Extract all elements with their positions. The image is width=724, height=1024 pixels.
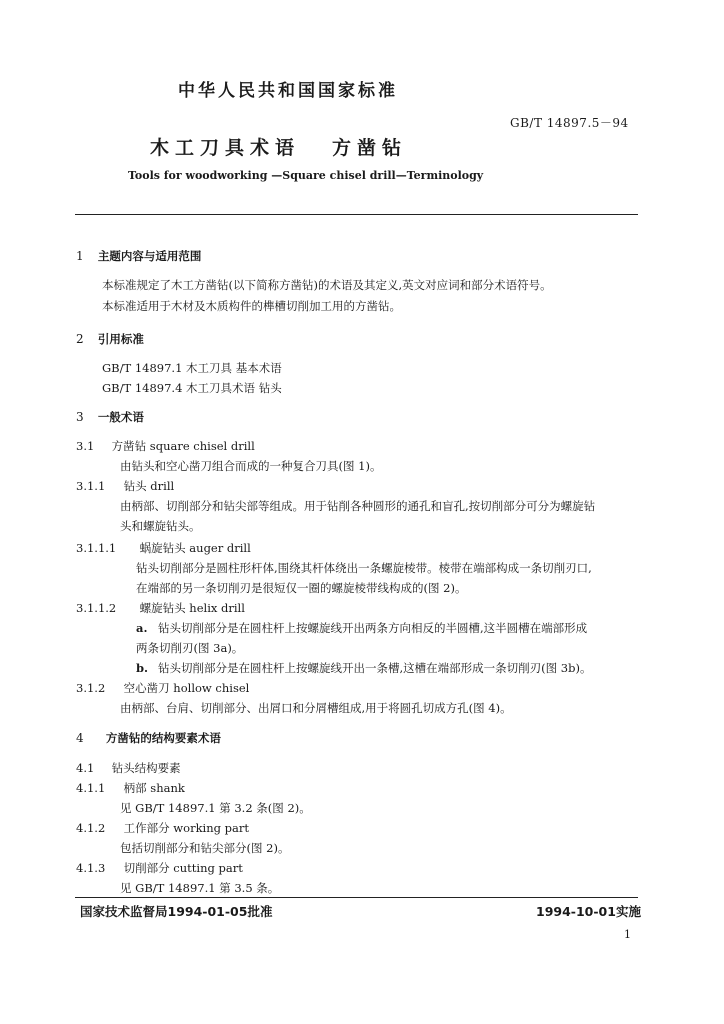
reference-item: GB/T 14897.4 木工刀具术语 钻头 — [102, 381, 282, 395]
term-definition: 见 GB/T 14897.1 第 3.2 条(图 2)。 — [120, 801, 311, 815]
term-number: 3.1.1.2 — [76, 601, 117, 615]
term-definition: 由柄部、切削部分和钻尖部等组成。用于钻削各种圆形的通孔和盲孔,按切削部分可分为螺旋钻 — [120, 499, 596, 513]
term-3-1 — [76, 438, 255, 454]
section-number: 4 — [76, 731, 84, 745]
term-4-1-3 — [76, 860, 243, 876]
term-number: 4.1.3 — [76, 861, 106, 875]
term-number: 3.1 — [76, 439, 95, 453]
term-definition: 包括切削部分和钻尖部分(图 2)。 — [120, 841, 290, 855]
national-standard-header: 中华人民共和国国家标准 — [178, 81, 398, 101]
footer-divider — [75, 897, 638, 898]
term-definition: 钻头切削部分是圆柱形杆体,围绕其杆体绕出一条螺旋棱带。棱带在端部构成一条切削刃口, — [136, 561, 592, 575]
section-1-paragraph: 本标准规定了木工方凿钻(以下简称方凿钻)的术语及其定义,英文对应词和部分术语符号。 — [102, 278, 552, 292]
term-4-1-1 — [76, 780, 185, 796]
section-3-heading — [76, 409, 144, 425]
title-zh-part1: 木工刀具术语 — [150, 137, 301, 159]
section-title: 主题内容与适用范围 — [97, 249, 202, 263]
term-definition: 由钻头和空心凿刀组合而成的一种复合刀具(图 1)。 — [120, 459, 382, 473]
list-item-b — [136, 660, 591, 676]
term-definition: 由柄部、台肩、切削部分、出屑口和分屑槽组成,用于将圆孔切成方孔(图 4)。 — [120, 701, 512, 715]
term-3-1-2 — [76, 680, 249, 696]
term-name: 钻头结构要素 — [111, 761, 181, 775]
term-name: 切削部分 cutting part — [123, 861, 243, 875]
reference-item: GB/T 14897.1 木工刀具 基本术语 — [102, 361, 282, 375]
term-4-1-2 — [76, 820, 249, 836]
page-number: 1 — [624, 928, 631, 941]
approval-date: 国家技术监督局1994-01-05批准 — [80, 904, 273, 919]
header-divider — [75, 214, 638, 215]
term-name: 柄部 shank — [123, 781, 185, 795]
section-1-paragraph: 本标准适用于木材及木质构件的榫槽切削加工用的方凿钻。 — [102, 299, 401, 313]
section-number: 1 — [76, 249, 84, 263]
section-4-heading — [76, 730, 221, 746]
list-label: b. — [136, 661, 149, 675]
section-title: 方凿钻的结构要素术语 — [105, 731, 221, 745]
section-number: 3 — [76, 410, 84, 424]
term-number: 4.1.1 — [76, 781, 106, 795]
list-label: a. — [136, 621, 148, 635]
section-title: 引用标准 — [97, 332, 144, 346]
term-name: 钻头 drill — [123, 479, 175, 493]
term-4-1 — [76, 760, 181, 776]
term-3-1-1-2 — [76, 600, 245, 616]
term-definition: 头和螺旋钻头。 — [120, 519, 201, 533]
term-name: 工作部分 working part — [123, 821, 249, 835]
term-name: 方凿钻 square chisel drill — [111, 439, 255, 453]
term-definition: 见 GB/T 14897.1 第 3.5 条。 — [120, 881, 280, 895]
list-text: 钻头切削部分是在圆柱杆上按螺旋线开出两条方向相反的半圆槽,这半圆槽在端部形成 — [158, 621, 588, 635]
document-title-zh — [150, 133, 407, 160]
term-number: 3.1.1.1 — [76, 541, 117, 555]
section-number: 2 — [76, 332, 84, 346]
term-number: 3.1.1 — [76, 479, 106, 493]
term-3-1-1 — [76, 478, 174, 494]
term-name: 螺旋钻头 helix drill — [139, 601, 245, 615]
term-number: 3.1.2 — [76, 681, 106, 695]
document-title-en: Tools for woodworking —Square chisel drill—Terminology — [128, 169, 484, 182]
list-item-a — [136, 620, 587, 636]
section-2-heading — [76, 331, 144, 347]
term-number: 4.1.2 — [76, 821, 106, 835]
standard-number: GB/T 14897.5－94 — [510, 116, 629, 130]
term-name: 蜗旋钻头 auger drill — [139, 541, 251, 555]
term-number: 4.1 — [76, 761, 95, 775]
term-3-1-1-1 — [76, 540, 251, 556]
list-text: 钻头切削部分是在圆柱杆上按螺旋线开出一条槽,这槽在端部形成一条切削刃(图 3b)。 — [158, 661, 592, 675]
effective-date: 1994-10-01实施 — [536, 904, 641, 919]
section-1-heading — [76, 248, 201, 264]
term-name: 空心凿刀 hollow chisel — [123, 681, 250, 695]
title-zh-part2: 方凿钻 — [332, 137, 408, 159]
term-definition: 在端部的另一条切削刃是很短仅一圈的螺旋棱带线构成的(图 2)。 — [136, 581, 467, 595]
section-title: 一般术语 — [97, 410, 144, 424]
list-item-a-continued: 两条切削刃(图 3a)。 — [136, 641, 244, 655]
